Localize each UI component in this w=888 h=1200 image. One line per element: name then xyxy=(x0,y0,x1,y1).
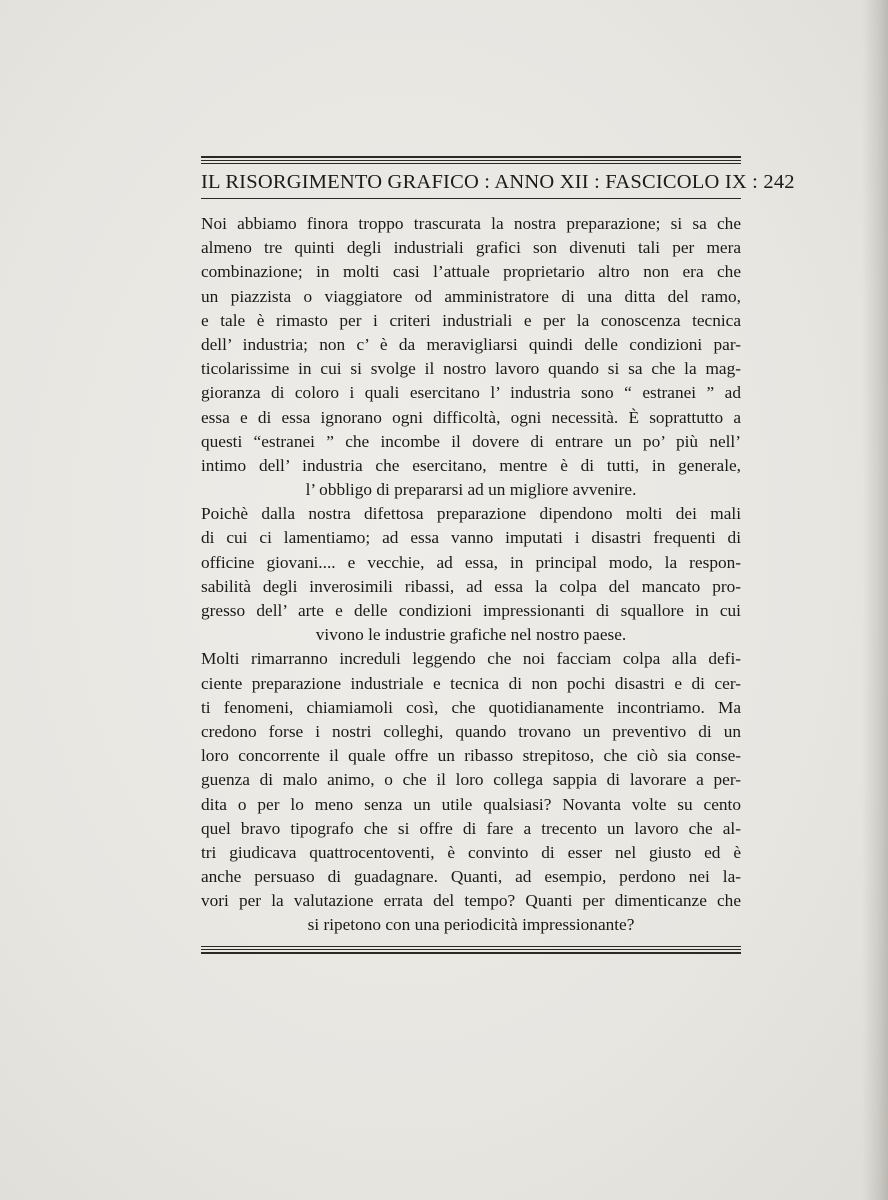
header-rule xyxy=(201,198,741,199)
text-line: ciente preparazione industriale e tecnica di non pochi disastri e di cer- xyxy=(201,673,741,693)
text-line: intimo dell’ industria che esercitano, mentre è di tutti, in generale, xyxy=(201,455,741,475)
text-line: gresso dell’ arte e delle condizioni impressionanti di squallore in cui xyxy=(201,601,741,620)
text-line: tri giudicava quattrocentoventi, è convinto di esser nel giusto ed è xyxy=(201,842,741,862)
text-line: dell’ industria; non c’ è da meravigliarsi quindi delle condizioni par- xyxy=(201,334,741,354)
rule-line xyxy=(201,952,741,954)
paragraph xyxy=(201,212,741,502)
paragraph xyxy=(201,647,741,937)
text-line: e tale è rimasto per i criteri industriali e per la conoscenza tecnica xyxy=(201,310,741,330)
text-line: officine giovani.... e vecchie, ad essa, in principal modo, la respon- xyxy=(201,552,741,572)
text-line: almeno tre quinti degli industriali grafici son divenuti tali per mera xyxy=(201,238,741,258)
paragraph xyxy=(201,502,741,647)
top-double-rule xyxy=(201,156,741,166)
text-line: gioranza di coloro i quali esercitano l’ industria sono “ estranei ” ad xyxy=(201,383,741,403)
text-line: questi “estranei ” che incombe il dovere di entrare un po’ più nell’ xyxy=(201,431,741,451)
article-body xyxy=(201,212,741,938)
text-line: l’ obbligo di prepararsi ad un migliore avvenire. xyxy=(305,480,637,500)
text-line: vivono le industrie grafiche nel nostro paese. xyxy=(315,625,627,645)
text-line: ti fenomeni, chiamiamoli così, che quotidianamente incontriamo. Ma xyxy=(201,697,741,717)
text-line: quel bravo tipografo che si offre di fare a trecento un lavoro che al- xyxy=(201,818,741,838)
rule-line xyxy=(201,946,741,947)
text-line: di cui ci lamentiamo; ad essa vanno imputati i disastri frequenti di xyxy=(201,528,741,548)
bottom-double-rule xyxy=(201,946,741,956)
text-line: guenza di malo animo, o che il loro collega sappia di lavorare a per- xyxy=(201,770,741,790)
text-line: anche persuaso di guadagnare. Quanti, ad esempio, perdono nei la- xyxy=(201,867,741,887)
rule-line xyxy=(201,156,741,158)
text-line: si ripetono con una periodicità impressionante? xyxy=(307,915,635,935)
text-line: loro concorrente il quale offre un ribasso strepitoso, che ciò sia conse- xyxy=(201,746,741,766)
text-line: Molti rimarranno increduli leggendo che noi facciam colpa alla defi- xyxy=(201,649,741,669)
page-edge-shadow xyxy=(862,0,888,1200)
text-line: Noi abbiamo finora troppo trascurata la nostra preparazione; si sa che xyxy=(201,214,741,233)
text-line: credono forse i nostri colleghi, quando trovano un preventivo di un xyxy=(201,721,741,741)
text-line: sabilità degli inverosimili ribassi, ad essa la colpa del mancato pro- xyxy=(201,576,741,596)
text-line: Poichè dalla nostra difettosa preparazione dipendono molti dei mali xyxy=(201,504,741,524)
running-header: IL RISORGIMENTO GRAFICO : ANNO XII : FASCICOLO IX : 242 xyxy=(201,171,795,193)
text-line: un piazzista o viaggiatore od amministratore di una ditta del ramo, xyxy=(201,286,741,306)
text-line: ticolarissime in cui si svolge il nostro lavoro quando si sa che la mag- xyxy=(201,359,741,379)
rule-line xyxy=(201,163,741,164)
rule-line xyxy=(201,949,741,950)
text-line: vori per la valutazione errata del tempo? Quanti per dimenticanze che xyxy=(201,891,741,911)
rule-line xyxy=(201,160,741,161)
text-line: essa e di essa ignorano ogni difficoltà, ogni necessità. È soprattutto a xyxy=(201,407,741,427)
text-line: dita o per lo meno senza un utile qualsiasi? Novanta volte su cento xyxy=(201,794,741,814)
text-line: combinazione; in molti casi l’attuale proprietario altro non era che xyxy=(201,262,741,282)
